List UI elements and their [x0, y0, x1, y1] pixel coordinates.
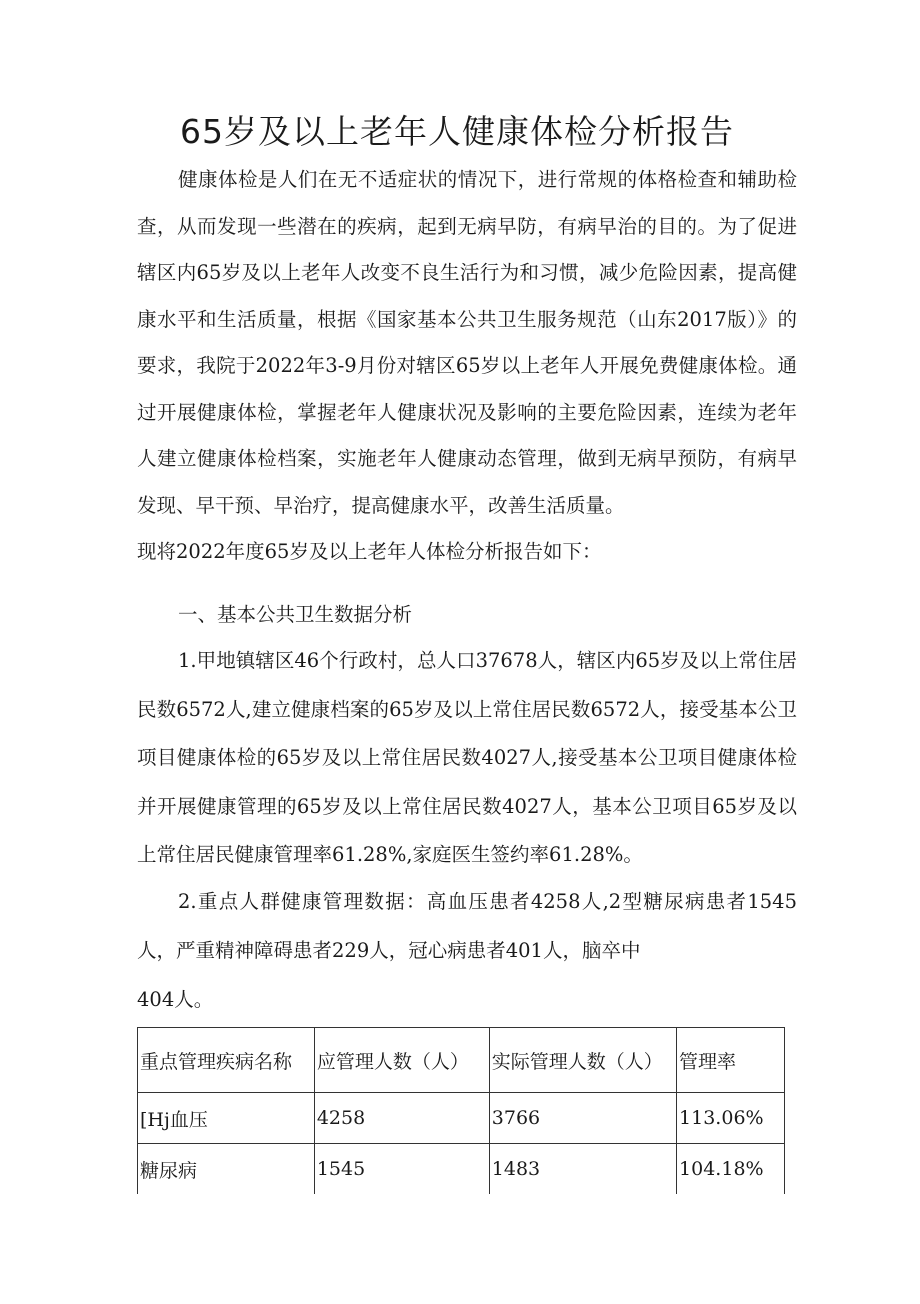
intro-section [137, 157, 797, 576]
table-cell: 糖尿病 [138, 1144, 315, 1195]
section-heading-block [137, 592, 797, 639]
intro-paragraph: 健康体检是人们在无不适症状的情况下，进行常规的体格检查和辅助检查，从而发现一些潜在的疾病，起到无病早防，有病早治的目的。为了促进辖区内65岁及以上老年人改变不良生活行为和习惯，减少危险因素，提高健康水平和生活质量，根据《国家基本公共卫生服务规范（山东2017版）》的要求，我院于2022年3-9月份对辖区65岁以上老年人开展免费健康体检。通过开展健康体检，掌握老年人健康状况及影响的主要危险因素，连续为老年人建立健康体检档案，实施老年人健康动态管理，做到无病早预防，有病早发现、早干预、早治疗，提高健康水平，改善生活质量。 [137, 168, 797, 517]
section-heading: 一、基本公共卫生数据分析 [178, 603, 413, 626]
table-header-row [138, 1028, 785, 1093]
item-1-block [137, 637, 797, 880]
table-header-cell: 应管理人数（人） [314, 1028, 489, 1093]
item-2-paragraph: 2.重点人群健康管理数据：高血压患者4258人,2型糖尿病患者1545人，严重精神障碍患者229人，冠心病患者401人，脑卒中 [137, 890, 797, 962]
table-cell: 1483 [489, 1144, 676, 1195]
table-cell: 3766 [489, 1093, 676, 1144]
item-1-paragraph: 1.甲地镇辖区46个行政村，总人口37678人，辖区内65岁及以上常住居民数6572人,建立健康档案的65岁及以上常住居民数6572人，接受基本公卫项目健康体检的65岁及以上常住居民数4027人,接受基本公卫项目健康体检并开展健康管理的65岁及以上常住居民数4027人，基本公卫项目65岁及以上常住居民健康管理率61.28%,家庭医生签约率61.28%。 [137, 649, 797, 866]
table-row [138, 1093, 785, 1144]
table-cell: 1545 [314, 1144, 489, 1195]
table-row [138, 1144, 785, 1195]
report-title: 65岁及以上老年人健康体检分析报告 [180, 112, 734, 151]
table-cell: 113.06% [677, 1093, 785, 1144]
table-cell: 104.18% [677, 1144, 785, 1195]
table-header-cell: 重点管理疾病名称 [138, 1028, 315, 1093]
item-2-block [137, 877, 797, 975]
table-header-cell: 实际管理人数（人） [489, 1028, 676, 1093]
table-cell: 4258 [314, 1093, 489, 1144]
table-cell: [Hj血压 [138, 1093, 315, 1144]
item-2-tail: 404人。 [137, 988, 214, 1011]
table-header-cell: 管理率 [677, 1028, 785, 1093]
page-bottom-margin [0, 1194, 920, 1304]
intro-last-line: 现将2022年度65岁及以上老年人体检分析报告如下： [137, 540, 602, 563]
